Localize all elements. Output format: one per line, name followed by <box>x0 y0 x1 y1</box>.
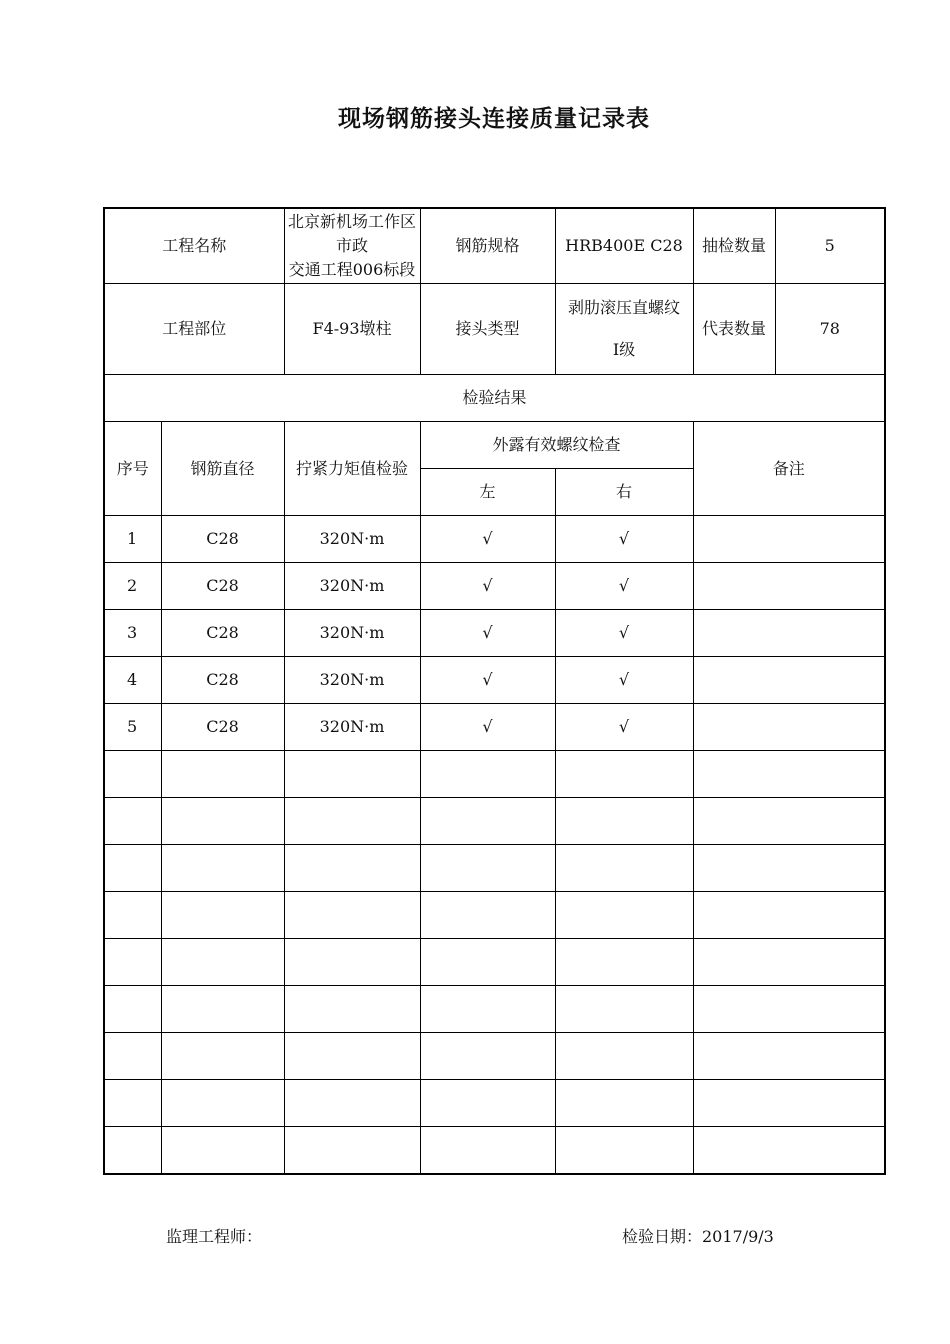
cell-remark <box>693 892 885 939</box>
col-seq-header: 序号 <box>104 422 161 516</box>
results-header-row <box>104 375 885 422</box>
table-row <box>104 892 885 939</box>
results-header: 检验结果 <box>104 375 885 422</box>
table-row <box>104 563 885 610</box>
table-row <box>104 845 885 892</box>
cell-thread-right <box>555 892 693 939</box>
cell-diameter <box>161 798 284 845</box>
cell-seq <box>104 798 161 845</box>
cell-thread-left <box>420 798 555 845</box>
table-row <box>104 657 885 704</box>
cell-diameter <box>161 986 284 1033</box>
joint-type-line2: I级 <box>612 340 636 359</box>
table-row <box>104 516 885 563</box>
cell-seq <box>104 845 161 892</box>
cell-thread-right <box>555 798 693 845</box>
cell-diameter: C28 <box>161 516 284 563</box>
cell-remark <box>693 610 885 657</box>
cell-thread-right: √ <box>555 610 693 657</box>
cell-torque <box>284 986 420 1033</box>
cell-thread-left <box>420 845 555 892</box>
cell-diameter <box>161 1127 284 1175</box>
cell-thread-left: √ <box>420 563 555 610</box>
cell-torque: 320N·m <box>284 704 420 751</box>
cell-thread-left: √ <box>420 610 555 657</box>
cell-thread-right: √ <box>555 657 693 704</box>
cell-thread-right <box>555 845 693 892</box>
column-header-row-1 <box>104 422 885 469</box>
info-row-1 <box>104 208 885 284</box>
project-name-line1: 北京新机场工作区市政 <box>288 212 417 255</box>
cell-torque <box>284 939 420 986</box>
cell-thread-right <box>555 1080 693 1127</box>
cell-torque <box>284 845 420 892</box>
cell-thread-left <box>420 1033 555 1080</box>
cell-thread-right <box>555 986 693 1033</box>
cell-diameter: C28 <box>161 563 284 610</box>
cell-torque <box>284 751 420 798</box>
cell-thread-right: √ <box>555 704 693 751</box>
table-row <box>104 704 885 751</box>
table-row <box>104 1127 885 1175</box>
rebar-spec-value: HRB400E C28 <box>555 208 693 284</box>
cell-torque: 320N·m <box>284 657 420 704</box>
cell-diameter <box>161 939 284 986</box>
cell-seq: 3 <box>104 610 161 657</box>
cell-remark <box>693 563 885 610</box>
inspection-date: 检验日期：2017/9/3 <box>622 1227 774 1246</box>
cell-thread-right: √ <box>555 516 693 563</box>
cell-torque <box>284 1033 420 1080</box>
cell-thread-left <box>420 751 555 798</box>
supervisor-label: 监理工程师： <box>166 1227 263 1246</box>
table-row <box>104 1033 885 1080</box>
project-part-value: F4-93墩柱 <box>284 284 420 375</box>
cell-seq <box>104 939 161 986</box>
cell-remark <box>693 939 885 986</box>
cell-seq <box>104 751 161 798</box>
col-right-header: 右 <box>555 469 693 516</box>
cell-thread-right: √ <box>555 563 693 610</box>
cell-diameter: C28 <box>161 610 284 657</box>
col-diameter-header: 钢筋直径 <box>161 422 284 516</box>
cell-torque: 320N·m <box>284 610 420 657</box>
cell-thread-left <box>420 1080 555 1127</box>
table-row <box>104 1080 885 1127</box>
cell-diameter <box>161 892 284 939</box>
cell-seq <box>104 892 161 939</box>
cell-torque <box>284 798 420 845</box>
cell-remark <box>693 704 885 751</box>
cell-diameter <box>161 751 284 798</box>
cell-thread-left <box>420 986 555 1033</box>
joint-type-line1: 剥肋滚压直螺纹 <box>568 298 681 317</box>
cell-seq: 5 <box>104 704 161 751</box>
cell-thread-left <box>420 1127 555 1175</box>
cell-thread-left: √ <box>420 657 555 704</box>
col-thread-check-header: 外露有效螺纹检查 <box>420 422 693 469</box>
cell-diameter <box>161 1080 284 1127</box>
cell-torque <box>284 1127 420 1175</box>
col-remark-header: 备注 <box>693 422 885 516</box>
cell-remark <box>693 845 885 892</box>
rebar-spec-label: 钢筋规格 <box>420 208 555 284</box>
cell-seq: 2 <box>104 563 161 610</box>
cell-thread-right <box>555 1033 693 1080</box>
cell-diameter: C28 <box>161 704 284 751</box>
cell-remark <box>693 1127 885 1175</box>
cell-diameter <box>161 845 284 892</box>
cell-remark <box>693 986 885 1033</box>
cell-seq <box>104 1127 161 1175</box>
sample-qty-value: 5 <box>775 208 885 284</box>
cell-remark <box>693 1033 885 1080</box>
rep-qty-value: 78 <box>775 284 885 375</box>
project-part-label: 工程部位 <box>104 284 284 375</box>
col-torque-header: 拧紧力矩值检验 <box>284 422 420 516</box>
cell-diameter <box>161 1033 284 1080</box>
table-row <box>104 798 885 845</box>
info-row-2 <box>104 284 885 375</box>
joint-type-value <box>555 284 693 375</box>
joint-type-label: 接头类型 <box>420 284 555 375</box>
cell-remark <box>693 751 885 798</box>
cell-seq: 4 <box>104 657 161 704</box>
cell-thread-right <box>555 1127 693 1175</box>
data-rows <box>104 516 885 1175</box>
cell-remark <box>693 1080 885 1127</box>
cell-thread-left <box>420 939 555 986</box>
project-name-label: 工程名称 <box>104 208 284 284</box>
cell-thread-left: √ <box>420 516 555 563</box>
cell-seq: 1 <box>104 516 161 563</box>
rep-qty-label: 代表数量 <box>693 284 775 375</box>
cell-torque: 320N·m <box>284 516 420 563</box>
cell-torque <box>284 892 420 939</box>
cell-thread-right <box>555 939 693 986</box>
table-row <box>104 610 885 657</box>
cell-remark <box>693 798 885 845</box>
cell-diameter: C28 <box>161 657 284 704</box>
cell-seq <box>104 1033 161 1080</box>
table-row <box>104 939 885 986</box>
table-row <box>104 986 885 1033</box>
cell-torque <box>284 1080 420 1127</box>
page-title: 现场钢筋接头连接质量记录表 <box>338 106 650 132</box>
cell-seq <box>104 1080 161 1127</box>
cell-remark <box>693 657 885 704</box>
sample-qty-label: 抽检数量 <box>693 208 775 284</box>
cell-thread-left <box>420 892 555 939</box>
record-table <box>103 207 886 1175</box>
cell-remark <box>693 516 885 563</box>
cell-seq <box>104 986 161 1033</box>
table-row <box>104 751 885 798</box>
cell-thread-left: √ <box>420 704 555 751</box>
cell-torque: 320N·m <box>284 563 420 610</box>
project-name-line2: 交通工程006标段 <box>288 260 416 279</box>
cell-thread-right <box>555 751 693 798</box>
col-left-header: 左 <box>420 469 555 516</box>
project-name-value <box>284 208 420 284</box>
